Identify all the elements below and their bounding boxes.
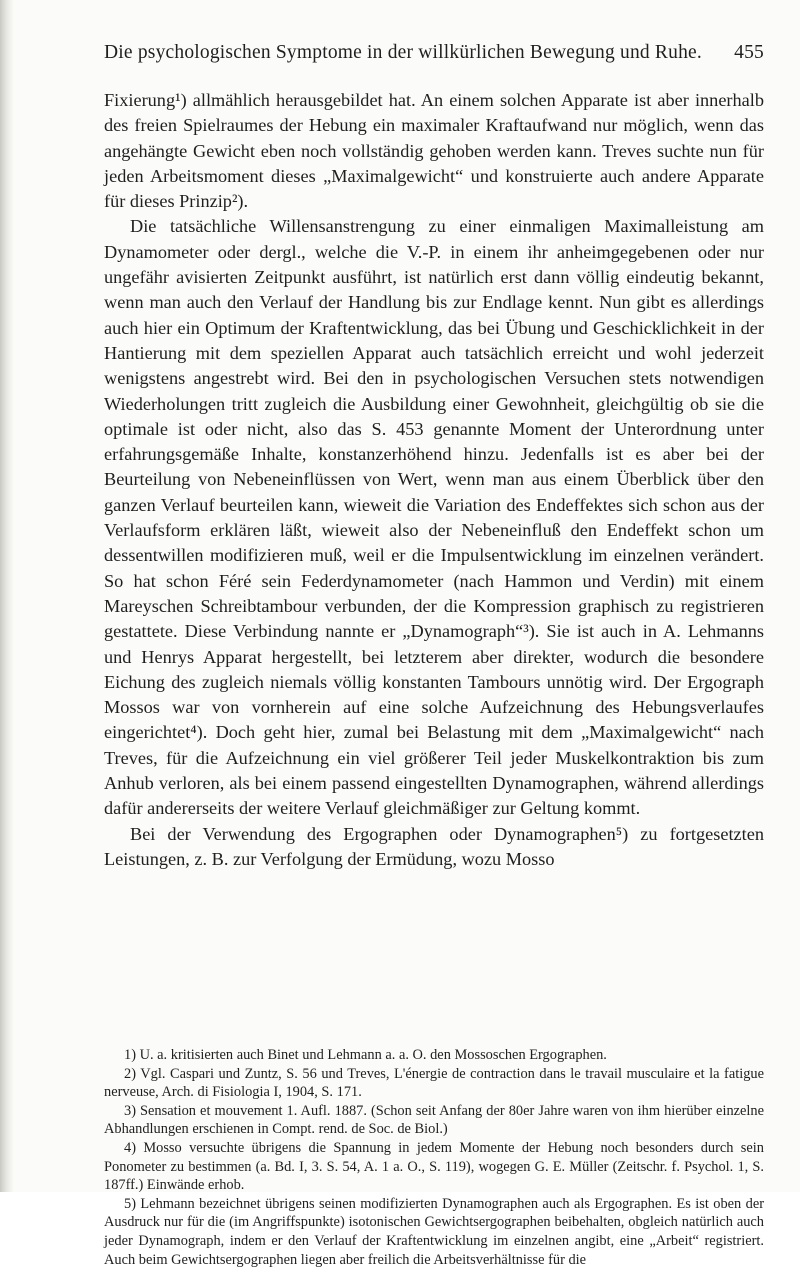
footnote: 3) Sensation et mouvement 1. Aufl. 1887. (Schon seit Anfang der 80er Jahre waren von ihm hierüber einzelne Abhandlungen erschienen in Compt. rend. de Soc. de Biol.) xyxy=(104,1102,764,1138)
footnote: 1) U. a. kritisierten auch Binet und Lehmann a. a. O. den Mossoschen Ergographen. xyxy=(124,1047,607,1063)
paragraph: Die tatsächliche Willensanstrengung zu einer einmaligen Maximalleistung am Dynamometer oder dergl., welche die V.-P. in einem ihr anheimgegebenen oder nur ungefähr avisierten Zeitpunkt ausführt, ist natürlich erst dann völlig eindeutig bekannt, wenn man auch den Verlauf der Handlung bis zur Endlage kennt. Nun gibt es allerdings auch hier ein Optimum der Kraftentwicklung, das bei Übung und Geschicklichkeit in der Hantierung mit dem speziellen Apparat auch tatsächlich erreicht und wohl jederzeit wenigstens angestrebt wird. Bei den in psychologischen Versuchen stets notwendigen Wiederholungen tritt zugleich die Ausbildung einer Gewohnheit, gleichgültig ob sie die optimale ist oder nicht, also das S. 453 genannte Moment der Unterordnung unter erfahrungsgemäße Inhalte, konstanzerhöhend hinzu. Jedenfalls ist es aber bei der Beurteilung von Nebeneinflüssen von Wert, wenn man aus einem Überblick über den ganzen Verlauf beurteilen kann, wieweit die Variation des Endeffektes sich schon aus der Verlaufsform erklären läßt, wieweit also der Nebeneinfluß den Endeffekt schon um dessentwillen modifizieren muß, weil er die Impulsentwicklung im einzelnen verändert. So hat schon Féré sein Federdynamometer (nach Hammon und Verdin) mit einem Mareyschen Schreibtambour verbunden, der die Kompression graphisch zu registrieren gestattete. Diese Verbindung nannte er „Dynamograph“³). Sie ist auch in A. Lehmanns und Henrys Apparat hergestellt, bei letzterem aber direkter, wodurch die besondere Eichung des zugleich niemals völlig konstanten Tambours unnötig wird. Der Ergograph Mossos war von vornherein auf eine solche Aufzeichnung des Hebungsverlaufes eingerichtet⁴). Doch geht hier, zumal bei Belastung mit dem „Maximalgewicht“ nach Treves, für die Aufzeichnung ein viel größerer Teil jeder Muskelkontraktion bis zum Anhub verloren, als bei einem passend eingestellten Dynamographen, während allerdings dafür andererseits der weitere Verlauf gleichmäßiger zur Geltung kommt. xyxy=(104,216,764,819)
footnote: 5) Lehmann bezeichnet übrigens seinen modifizierten Dynamographen auch als Ergographen. Es ist oben der Ausdruck nur für die (im Angriffspunkte) isotonischen Gewichtsergographen beibehalten, obgleich natürlich auch jeder Dynamograph, indem er den Verlauf der Kraftentwicklung im einzelnen angibt, eine „Arbeit“ registriert. Auch beim Gewichtsergographen liegen aber freilich die Arbeitsverhältnisse für die xyxy=(104,1195,764,1268)
paragraph: Fixierung¹) allmählich herausgebildet hat. An einem solchen Apparate ist aber innerhalb des freien Spielraumes der Hebung ein maximaler Kraftaufwand nur möglich, wenn das angehängte Gewicht eben noch vollständig gehoben werden kann. Treves suchte nun für jeden Arbeitsmoment dieses „Maximalgewicht“ und konstruierte auch andere Apparate für dieses Prinzip²). xyxy=(104,90,764,212)
running-head-title: Die psychologischen Symptome in der willkürlichen Bewegung und Ruhe. xyxy=(104,42,702,63)
running-head xyxy=(104,42,764,70)
binding-shadow xyxy=(0,0,14,1192)
body-text xyxy=(104,88,764,872)
page-number: 455 xyxy=(734,42,764,63)
footnote: 2) Vgl. Caspari und Zuntz, S. 56 und Treves, L'énergie de contraction dans le travail musculaire et la fatigue nerveuse, Arch. di Fisiologia I, 1904, S. 171. xyxy=(104,1065,764,1101)
footnote: 4) Mosso versuchte übrigens die Spannung in jedem Momente der Hebung noch besonders durch sein Ponometer zu bestimmen (a. Bd. I, 3. S. 54, A. 1 a. O., S. 119), wogegen G. E. Müller (Zeitschr. f. Psychol. 1, S. 187ff.) Einwände erhob. xyxy=(104,1139,764,1194)
footnotes xyxy=(104,1046,764,1269)
paragraph: Bei der Verwendung des Ergographen oder Dynamographen⁵) zu fortgesetzten Leistungen, z. B. zur Verfolgung der Ermüdung, wozu Mosso xyxy=(104,823,764,869)
